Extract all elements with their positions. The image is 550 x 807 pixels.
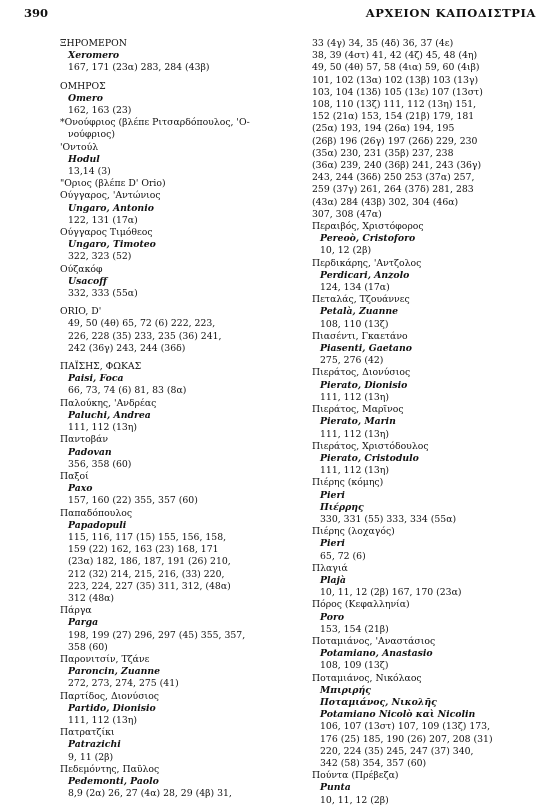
entry-references: 322, 323 (52): [68, 251, 132, 263]
entry-heading: Ποταμιάνος, Νικόλαος: [312, 672, 422, 684]
entry-references-continued: 307, 308 (47α): [312, 208, 382, 220]
entry-heading: Πιεράτος, Μαρῖνος: [312, 404, 404, 416]
entry-references: 108, 110 (13ζ): [320, 318, 389, 330]
entry-heading: Πάργα: [60, 605, 92, 617]
entry-references: 272, 273, 274, 275 (41): [68, 678, 179, 690]
entry-references: 220, 224 (35) 245, 247 (37) 340,: [320, 745, 474, 757]
entry-heading: Ούζακόφ: [60, 263, 103, 275]
entry-variant: Paroncin, Zuanne: [68, 666, 161, 678]
entry-variant: Pieri: [320, 538, 345, 550]
entry-variant: Pereoò, Cristoforo: [320, 233, 416, 245]
entry-variant: Plajà: [320, 574, 346, 586]
entry-variant: Parga: [68, 617, 99, 629]
page-number: 390: [24, 6, 49, 20]
entry-references-continued: 49, 50 (4θ) 57, 58 (4ια) 59, 60 (4ιβ): [312, 62, 480, 74]
entry-variant: Poro: [320, 611, 345, 623]
entry-references: 66, 73, 74 (6) 81, 83 (8α): [68, 385, 187, 397]
entry-references: 153, 154 (21β): [320, 623, 389, 635]
entry-heading: Πόρος (Κεφαλληνία): [312, 599, 410, 611]
entry-heading: Πιέρης (κόμης): [312, 477, 384, 489]
entry-references: 226, 228 (35) 233, 235 (36) 241,: [68, 330, 222, 342]
entry-heading: "Οριος (βλέπε D' Orio): [60, 178, 166, 190]
entry-references: νούφριος): [68, 129, 115, 141]
entry-references: 9, 11 (2β): [68, 751, 114, 763]
entry-variant: Paisi, Foca: [68, 373, 124, 385]
entry-heading: Ποταμιάνος, 'Αναστάσιος: [312, 635, 436, 647]
entry-references: 212 (32) 214, 215, 216, (33) 220,: [68, 568, 225, 580]
entry-references: 356, 358 (60): [68, 458, 132, 470]
entry-references: 330, 331 (55) 333, 334 (55α): [320, 513, 457, 525]
index-block: [60, 81, 292, 301]
entry-heading: Πιασέντι, Γκαετάνο: [312, 330, 408, 342]
entry-heading: Πιεράτος, Χριστόδουλος: [312, 440, 429, 452]
entry-variant: Patrazichi: [68, 739, 121, 751]
entry-references-continued: (26β) 196 (26γ) 197 (26δ) 229, 230: [312, 135, 478, 147]
entry-references-continued: (43α) 284 (43β) 302, 304 (46α): [312, 196, 459, 208]
entry-heading: Πιέρης (λοχαγός): [312, 526, 395, 538]
entry-variant: Omero: [68, 92, 103, 104]
entry-references: 162, 163 (23): [68, 105, 132, 117]
entry-references: 108, 109 (13ζ): [320, 660, 389, 672]
entry-variant: Potamiano, Anastasio: [320, 648, 433, 660]
entry-heading: Πεδεμόντης, Παῦλος: [60, 763, 160, 775]
entry-references-continued: (36α) 239, 240 (36β) 241, 243 (36γ): [312, 160, 482, 172]
entry-variant: Piasenti, Gaetano: [320, 343, 412, 355]
entry-references: 124, 134 (17α): [320, 282, 390, 294]
entry-references: 342 (58) 354, 357 (60): [320, 757, 427, 769]
entry-references: 10, 11, 12 (2β): [320, 794, 389, 806]
entry-heading: *Ονούφριος (βλέπε Ριτσαρδόπουλος, 'Ο-: [60, 117, 250, 129]
entry-heading: Πιεράτος, Διονύσιος: [312, 367, 411, 379]
entry-variant: Papadopuli: [68, 519, 127, 531]
entry-variant: Potamiano Nicolò καὶ Nicolin: [320, 709, 476, 721]
index-column-right: [312, 38, 540, 807]
entry-heading: Πατρατζίκι: [60, 727, 115, 739]
entry-variant: Punta: [320, 782, 351, 794]
entry-references-continued: 33 (4γ) 34, 35 (4δ) 36, 37 (4ε): [312, 38, 454, 49]
entry-references: 111, 112 (13η): [320, 391, 390, 403]
entry-heading: Περδικάρης, 'Αντζολος: [312, 257, 422, 269]
entry-references-continued: 152 (21α) 153, 154 (21β) 179, 181: [312, 111, 475, 123]
entry-variant: Pedemonti, Paolo: [68, 775, 159, 787]
index-block: [60, 361, 292, 800]
entry-references: 223, 224, 227 (35) 311, 312, (48α): [68, 580, 231, 592]
entry-heading: Ούγγαρος Τιμόθεος: [60, 227, 153, 239]
entry-references: 111, 112 (13η): [320, 465, 390, 477]
entry-variant: Ποταμιάνος, Νικολῆς: [320, 696, 437, 708]
entry-heading: Παρονιτσίν, Τζάνε: [60, 653, 150, 665]
entry-references: 8,9 (2α) 26, 27 (4α) 28, 29 (4β) 31,: [68, 788, 232, 800]
entry-references-continued: 259 (37γ) 261, 264 (37δ) 281, 283: [312, 184, 474, 196]
entry-references: 13,14 (3): [68, 166, 111, 178]
entry-heading: Παλούκης, 'Ανδρέας: [60, 397, 157, 409]
index-block: [312, 38, 540, 807]
entry-variant: Paluchi, Andrea: [68, 409, 151, 421]
entry-heading: ORIO, D': [60, 306, 102, 318]
entry-references: 312 (48α): [68, 592, 115, 604]
entry-variant: Perdicari, Anzolo: [320, 269, 410, 281]
entry-variant: Padovan: [68, 446, 112, 458]
running-title: ΑΡΧΕΙΟΝ ΚΑΠΟΔΙΣΤΡΙΑ: [365, 6, 536, 20]
entry-variant: Paxo: [68, 483, 93, 495]
entry-references: (23α) 182, 186, 187, 191 (26) 210,: [68, 556, 231, 568]
entry-references: 106, 107 (13στ) 107, 109 (13ζ) 173,: [320, 721, 491, 733]
entry-references: 111, 112 (13η): [68, 714, 138, 726]
entry-references: 176 (25) 185, 190 (26) 207, 208 (31): [320, 733, 493, 745]
entry-references: 242 (36γ) 243, 244 (36δ): [68, 342, 186, 354]
entry-heading: Παντοβάν: [60, 434, 109, 446]
entry-references: 49, 50 (4θ) 65, 72 (6) 222, 223,: [68, 318, 216, 330]
entry-references: 65, 72 (6): [320, 550, 366, 562]
index-block: [60, 306, 292, 355]
entry-variant: Petalà, Zuanne: [320, 306, 399, 318]
entry-references: 358 (60): [68, 641, 108, 653]
entry-references: 167, 171 (23α) 283, 284 (43β): [68, 62, 210, 74]
entry-variant: Ungaro, Antonio: [68, 202, 154, 214]
entry-heading: Ούγγαρος, 'Αντώνιος: [60, 190, 161, 202]
entry-variant: Πιέρρης: [320, 501, 364, 513]
entry-heading: ΞΗΡΟΜΕΡΟΝ: [60, 38, 127, 49]
entry-variant: Xeromero: [68, 50, 120, 62]
entry-references: 332, 333 (55α): [68, 288, 138, 300]
entry-heading: Παπαδόπουλος: [60, 507, 133, 519]
entry-references: 159 (22) 162, 163 (23) 168, 171: [68, 544, 219, 556]
entry-references-continued: 103, 104 (13δ) 105 (13ε) 107 (13στ): [312, 86, 483, 98]
entry-variant: Pierato, Cristodulo: [320, 452, 419, 464]
entry-heading: ΠΑΪΣΗΣ, ΦΩΚΑΣ: [60, 361, 142, 373]
entry-references: 122, 131 (17α): [68, 214, 138, 226]
entry-references-continued: (25α) 193, 194 (26α) 194, 195: [312, 123, 455, 135]
entry-references: 111, 112 (13η): [68, 422, 138, 434]
entry-references-continued: 101, 102 (13α) 102 (13β) 103 (13γ): [312, 74, 479, 86]
entry-variant: Partido, Dionisio: [68, 702, 156, 714]
entry-references: 111, 112 (13η): [320, 428, 390, 440]
entry-references: 10, 11, 12 (2β) 167, 170 (23α): [320, 587, 462, 599]
entry-variant: Usacoff: [68, 275, 107, 287]
entry-references-continued: 38, 39 (4στ) 41, 42 (4ζ) 45, 48 (4η): [312, 50, 478, 62]
entry-references: 10, 12 (2β): [320, 245, 372, 257]
entry-variant: Hodul: [68, 153, 100, 165]
entry-heading: Πεταλάς, Τζουάννες: [312, 294, 410, 306]
entry-references: 275, 276 (42): [320, 355, 384, 367]
entry-heading: Πούντα (Πρέβεζα): [312, 770, 399, 782]
entry-references: 198, 199 (27) 296, 297 (45) 355, 357,: [68, 629, 246, 641]
index-block: [60, 38, 292, 75]
entry-variant: Ungaro, Timoteo: [68, 239, 156, 251]
entry-heading: ΟΜΗΡΟΣ: [60, 80, 106, 92]
page-header: [24, 6, 536, 22]
entry-heading: Παξοί: [60, 470, 89, 482]
entry-heading: Περαιβός, Χριστόφορος: [312, 221, 424, 233]
entry-references-continued: (35α) 230, 231 (35β) 237, 238: [312, 147, 454, 159]
entry-variant: Pieri: [320, 489, 345, 501]
index-column-left: [60, 38, 292, 800]
entry-variant: Pierato, Dionisio: [320, 379, 408, 391]
entry-references: 115, 116, 117 (15) 155, 156, 158,: [68, 531, 227, 543]
entry-references-continued: 243, 244 (36δ) 250 253 (37α) 257,: [312, 172, 475, 184]
entry-heading: Παρτίδος, Διονύσιος: [60, 690, 160, 702]
entry-variant: Pierato, Marin: [320, 416, 396, 428]
entry-heading: 'Οντούλ: [60, 141, 99, 153]
entry-heading: Πλαγιά: [312, 562, 348, 574]
entry-references-continued: 108, 110 (13ζ) 111, 112 (13η) 151,: [312, 99, 477, 111]
entry-variant: Μπιριρής: [320, 684, 371, 696]
entry-references: 157, 160 (22) 355, 357 (60): [68, 495, 198, 507]
